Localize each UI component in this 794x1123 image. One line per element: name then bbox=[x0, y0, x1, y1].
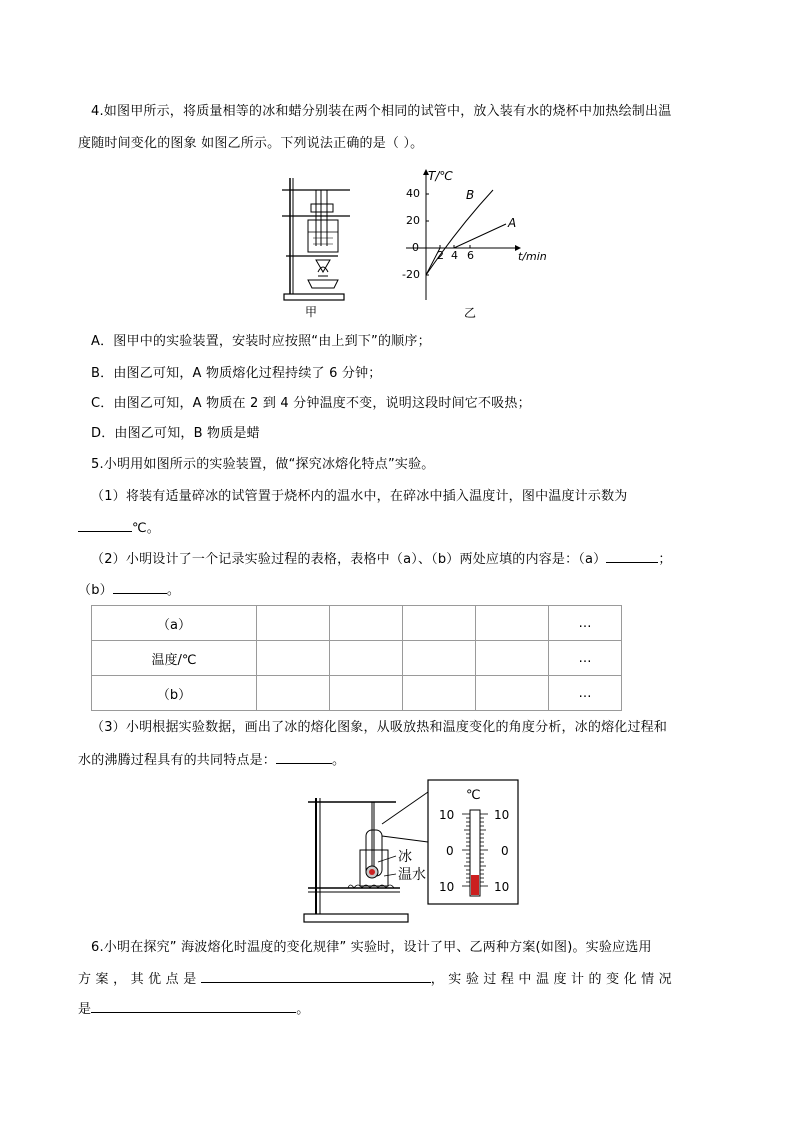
q5-blank-reading[interactable] bbox=[78, 517, 132, 532]
table-cell: （b） bbox=[92, 676, 257, 711]
y-tick-0: 0 bbox=[412, 241, 419, 254]
table-cell[interactable] bbox=[257, 676, 330, 711]
table-cell[interactable] bbox=[403, 641, 476, 676]
thermo-left-tick-mid: 0 bbox=[446, 844, 454, 858]
q5-part3-line1: （3）小明根据实验数据，画出了冰的熔化图象，从吸放热和温度变化的角度分析，冰的熔化过程和 bbox=[91, 720, 668, 735]
table-cell[interactable] bbox=[476, 606, 549, 641]
q5-intro: 5.小明用如图所示的实验装置，做“探究冰熔化特点”实验。 bbox=[91, 457, 435, 472]
q5-part2 bbox=[91, 548, 672, 570]
q5-part2-b bbox=[78, 579, 180, 601]
record-table bbox=[91, 605, 622, 711]
table-cell: … bbox=[549, 676, 622, 711]
table-cell: 温度/℃ bbox=[92, 641, 257, 676]
thermo-left-tick-top: 10 bbox=[439, 808, 455, 822]
y-tick-neg20: -20 bbox=[402, 268, 420, 281]
table-row bbox=[92, 676, 622, 711]
ice-label: 冰 bbox=[398, 849, 412, 865]
table-cell[interactable] bbox=[476, 676, 549, 711]
q5-part3-end: 。 bbox=[332, 753, 346, 768]
q5-part2-text: （2）小明设计了一个记录实验过程的表格，表格中（a）、（b）两处应填的内容是：（a） bbox=[91, 552, 607, 567]
x-axis-label: t/min bbox=[518, 250, 547, 263]
x-tick-4: 4 bbox=[451, 249, 458, 262]
q5-part3-line2 bbox=[78, 749, 345, 771]
q6-blank-advantage[interactable] bbox=[201, 968, 431, 983]
table-cell[interactable] bbox=[403, 606, 476, 641]
curve-b bbox=[426, 190, 493, 275]
thermo-right-tick-top: 10 bbox=[494, 808, 510, 822]
q6-line3-end: 。 bbox=[296, 1002, 310, 1017]
curve-b-label: B bbox=[466, 188, 475, 202]
warm-water-label: 温水 bbox=[398, 867, 426, 883]
q4-option-b: B．由图乙可知，A 物质熔化过程持续了 6 分钟； bbox=[91, 366, 382, 381]
q5-part3-text: 水的沸腾过程具有的共同特点是： bbox=[78, 753, 277, 768]
q5-unit: ℃。 bbox=[132, 521, 160, 536]
q5-blank-b[interactable] bbox=[113, 579, 167, 594]
q4-line-1: 4.如图甲所示，将质量相等的冰和蜡分别装在两个相同的试管中，放入装有水的烧杯中加热绘制出温 bbox=[91, 104, 672, 119]
q4-option-a: A．图甲中的实验装置，安装时应按照“由上到下”的顺序； bbox=[91, 334, 431, 349]
table-row bbox=[92, 641, 622, 676]
q4-option-d: D．由图乙可知，B 物质是蜡 bbox=[91, 426, 260, 441]
thermo-right-tick-mid: 0 bbox=[501, 844, 509, 858]
q6-line-1: 6.小明在探究” 海波熔化时温度的变化规律” 实验时，设计了甲、乙两种方案(如图)。实验应选用 bbox=[91, 940, 652, 955]
thermo-left-tick-bottom: 10 bbox=[439, 880, 455, 894]
y-axis-label: T/℃ bbox=[428, 169, 453, 183]
q5-part2-sep: ； bbox=[658, 552, 672, 567]
y-tick-20: 20 bbox=[406, 214, 420, 227]
q6-line2-text: 方 案 ， 其 优 点 是 bbox=[78, 972, 197, 987]
table-cell: （a） bbox=[92, 606, 257, 641]
apparatus-figure-jia bbox=[278, 176, 350, 302]
q6-line3-text: 是 bbox=[78, 1002, 92, 1017]
q5-b-label: （b） bbox=[78, 583, 113, 598]
table-cell[interactable] bbox=[257, 606, 330, 641]
q5-blank-common[interactable] bbox=[276, 749, 332, 764]
q6-line2-text-b: ， 实 验 过 程 中 温 度 计 的 变 化 情 况 bbox=[430, 972, 672, 987]
q6-line-2 bbox=[78, 968, 672, 990]
mercury-column bbox=[471, 875, 479, 895]
thermometer-unit: ℃ bbox=[466, 788, 481, 803]
curve-a-label: A bbox=[508, 216, 517, 230]
x-tick-2: 2 bbox=[437, 249, 444, 262]
q4-option-c: C．由图乙可知，A 物质在 2 到 4 分钟温度不变，说明这段时间它不吸热； bbox=[91, 396, 531, 411]
q5-part1: （1）将装有适量碎冰的试管置于烧杯内的温水中，在碎冰中插入温度计，图中温度计示数为 bbox=[91, 489, 628, 504]
q4-line-2: 度随时间变化的图象 如图乙所示。下列说法正确的是（ ）。 bbox=[78, 136, 424, 151]
q6-line-3 bbox=[78, 998, 309, 1020]
caption-jia: 甲 bbox=[305, 305, 318, 319]
table-cell[interactable] bbox=[330, 641, 403, 676]
q5-part2-end: 。 bbox=[166, 583, 181, 598]
x-tick-6: 6 bbox=[467, 249, 474, 262]
table-cell[interactable] bbox=[257, 641, 330, 676]
table-cell[interactable] bbox=[403, 676, 476, 711]
q5-blank-a[interactable] bbox=[606, 548, 658, 563]
thermo-right-tick-bottom: 10 bbox=[494, 880, 510, 894]
table-cell: … bbox=[549, 641, 622, 676]
q5-part1-answer bbox=[78, 517, 160, 539]
y-tick-40: 40 bbox=[406, 187, 420, 200]
table-cell[interactable] bbox=[330, 676, 403, 711]
table-cell[interactable] bbox=[476, 641, 549, 676]
table-cell[interactable] bbox=[330, 606, 403, 641]
table-cell: … bbox=[549, 606, 622, 641]
caption-yi: 乙 bbox=[464, 306, 477, 320]
q6-blank-change[interactable] bbox=[91, 998, 296, 1013]
table-row bbox=[92, 606, 622, 641]
